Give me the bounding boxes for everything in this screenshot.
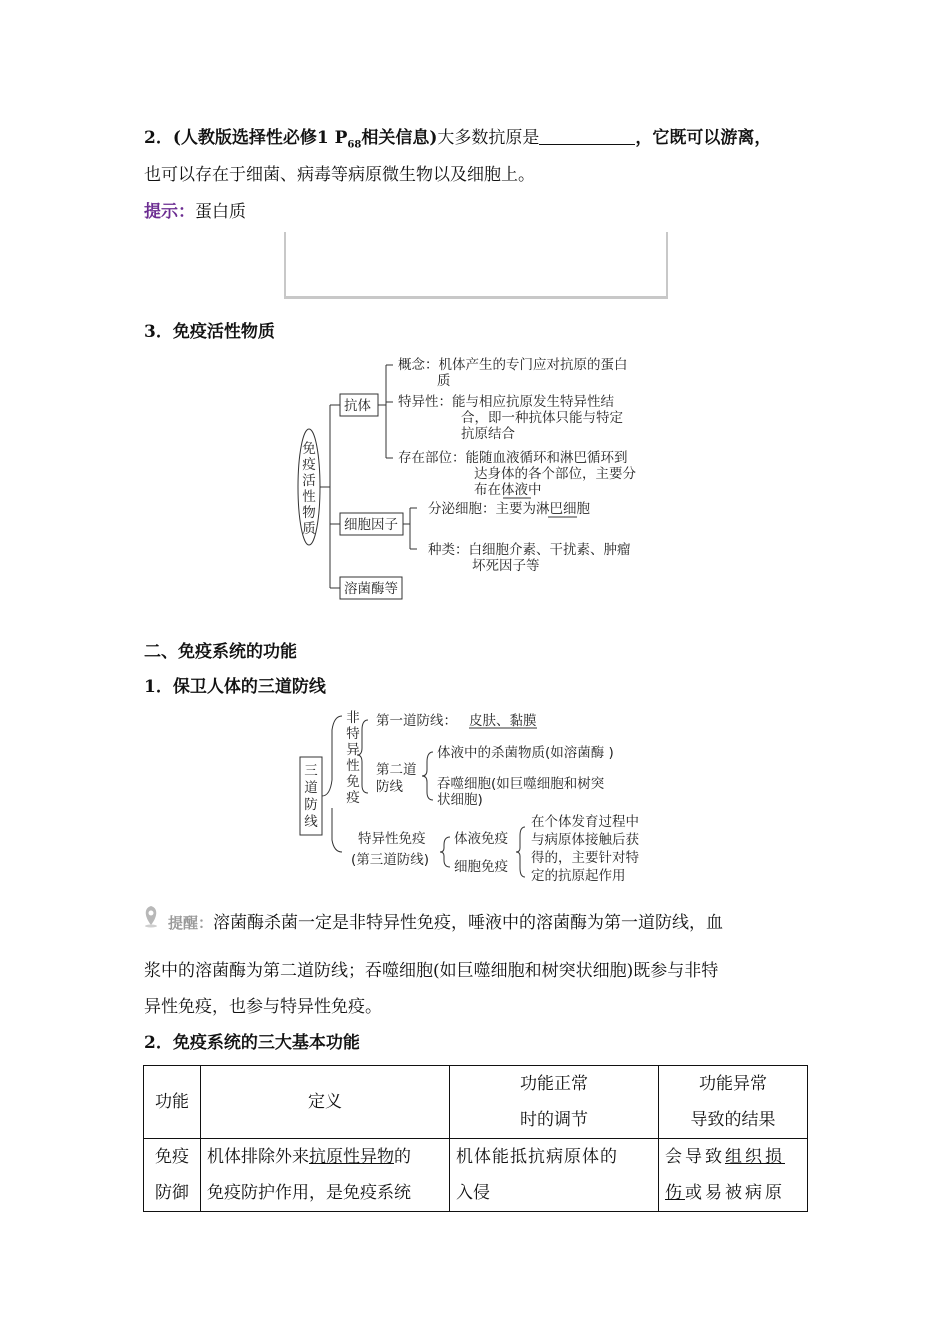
question-text-a: 大多数抗原是 bbox=[437, 128, 540, 148]
question-source-tail: 相关信息) bbox=[361, 128, 438, 148]
cell-underlined: 组织损 bbox=[725, 1147, 785, 1167]
line1-label: 第一道防线： bbox=[376, 713, 457, 729]
specific-label: 特异性免疫 bbox=[358, 831, 426, 847]
cell-text: 防御 bbox=[155, 1183, 189, 1203]
cell-function bbox=[144, 1139, 201, 1212]
nonspecific-char: 疫 bbox=[346, 790, 360, 806]
nonspecific-char: 特 bbox=[346, 726, 360, 742]
specific-note: 与病原体接触后获 bbox=[531, 832, 639, 848]
root-char: 物 bbox=[302, 505, 316, 521]
cy-secretion bbox=[428, 500, 591, 517]
cell-text: 入侵 bbox=[456, 1183, 490, 1203]
section-3-heading: 3．免疫活性物质 bbox=[144, 322, 275, 342]
cy-kinds-cont: 坏死因子等 bbox=[472, 558, 540, 574]
line1-value: 皮肤、黏膜 bbox=[469, 713, 537, 729]
cell-definition bbox=[201, 1139, 450, 1212]
specific-note: 得的，主要针对特 bbox=[531, 850, 639, 866]
nonspecific-char: 非 bbox=[346, 710, 360, 726]
cell-part: 或易被病原 bbox=[685, 1183, 785, 1203]
cell-text bbox=[665, 1139, 801, 1175]
section-2-heading: 2．免疫系统的三大基本功能 bbox=[144, 1033, 360, 1053]
specific-label-cont: (第三道防线) bbox=[351, 852, 430, 868]
header-abnormal bbox=[659, 1066, 808, 1139]
header-text: 导致的结果 bbox=[690, 1110, 776, 1130]
second-line-brace bbox=[422, 752, 433, 800]
specific-brace bbox=[440, 837, 450, 867]
humoral-label: 体液免疫 bbox=[454, 831, 508, 847]
reminder-line2: 浆中的溶菌酶为第二道防线；吞噬细胞(如巨噬细胞和树突状细胞)既参与非特 bbox=[144, 961, 719, 981]
note-brace bbox=[516, 827, 525, 877]
sec-part: 细胞 bbox=[563, 501, 590, 517]
question-2-line2: 也可以存在于细菌、病毒等病原微生物以及细胞上。 bbox=[144, 165, 535, 185]
cell-text: 机体能抵抗病原体的 bbox=[456, 1147, 618, 1167]
functions-table bbox=[143, 1065, 808, 1212]
header-function bbox=[144, 1066, 201, 1139]
nonspecific-char: 异 bbox=[346, 742, 360, 758]
cell-part: 的 bbox=[394, 1147, 411, 1167]
table-header-row bbox=[144, 1066, 808, 1139]
specific-note: 在个体发育过程中 bbox=[531, 814, 639, 830]
part-2-sub-1: 1．保卫人体的三道防线 bbox=[144, 677, 326, 697]
defense-root-char: 三 bbox=[304, 763, 318, 779]
header-text: 功能正常 bbox=[520, 1074, 588, 1094]
antibody-bracket bbox=[378, 365, 393, 458]
question-source: (人教版选择性必修1 P bbox=[172, 128, 348, 148]
reminder-line1 bbox=[168, 910, 723, 936]
root-char: 活 bbox=[302, 473, 316, 489]
ab-concept: 概念：机体产生的专门应对抗原的蛋白 bbox=[398, 357, 628, 373]
reminder-line3: 异性免疫，也参与特异性免疫。 bbox=[144, 997, 382, 1017]
ab-location-cont2 bbox=[474, 481, 542, 498]
defense-root-char: 防 bbox=[304, 797, 318, 813]
ab-specificity: 特异性：能与相应抗原发生特异性结 bbox=[398, 394, 614, 410]
cell-text: 免疫防护作用，是免疫系统 bbox=[207, 1183, 411, 1203]
cell-part: 机体排除外来 bbox=[207, 1147, 309, 1167]
source-page-sub: 68 bbox=[347, 139, 362, 151]
reminder-text: 溶菌酶杀菌一定是非特异性免疫，唾液中的溶菌酶为第一道防线，血 bbox=[213, 913, 724, 933]
cell-normal bbox=[450, 1139, 659, 1212]
part-2-heading: 二、免疫系统的功能 bbox=[144, 642, 297, 662]
root-char: 质 bbox=[302, 521, 316, 537]
cytokine-label: 细胞因子 bbox=[344, 517, 398, 533]
root-bracket bbox=[320, 405, 340, 588]
ab-concept-cont: 质 bbox=[437, 373, 451, 389]
defense-root-char: 道 bbox=[304, 780, 318, 796]
cytokine-bracket bbox=[403, 508, 417, 549]
cell-underlined: 抗原性异物 bbox=[309, 1147, 394, 1167]
ab-specificity-cont2: 抗原结合 bbox=[461, 426, 515, 442]
line2-label-cont: 防线 bbox=[376, 779, 403, 795]
cy-kinds: 种类：白细胞介素、干扰素、肿瘤 bbox=[428, 542, 631, 558]
nonspecific-char: 性 bbox=[346, 758, 360, 774]
header-text: 功能 bbox=[155, 1092, 189, 1112]
cell-part: 会导致 bbox=[665, 1147, 725, 1167]
question-number: 2． bbox=[144, 128, 173, 148]
antibody-label: 抗体 bbox=[344, 398, 371, 414]
line2-label: 第二道 bbox=[376, 762, 417, 778]
root-char: 免 bbox=[302, 441, 316, 457]
loc-part: 布在 bbox=[474, 482, 501, 498]
location-pin-icon bbox=[145, 906, 157, 928]
defense-root-brace bbox=[322, 716, 342, 852]
line2-item2: 吞噬细胞(如巨噬细胞和树突 bbox=[437, 776, 605, 792]
sec-part: 分泌细胞：主要为 bbox=[428, 501, 536, 517]
sec-underlined: 淋巴 bbox=[536, 501, 563, 517]
loc-underlined: 体液 bbox=[501, 482, 528, 498]
cell-abnormal bbox=[659, 1139, 808, 1212]
header-normal bbox=[450, 1066, 659, 1139]
hint-label: 提示： bbox=[144, 202, 195, 222]
defense-root-char: 线 bbox=[304, 814, 318, 830]
hint-value: 蛋白质 bbox=[195, 202, 246, 222]
root-char: 性 bbox=[302, 489, 316, 505]
ab-specificity-cont: 合，即一种抗体只能与特定 bbox=[461, 410, 623, 426]
header-text: 时的调节 bbox=[520, 1110, 588, 1130]
cell-text: 免疫 bbox=[155, 1147, 189, 1167]
cell-underlined: 伤 bbox=[665, 1183, 685, 1203]
table-row bbox=[144, 1139, 808, 1212]
lysozyme-label: 溶菌酶等 bbox=[344, 581, 398, 597]
nonspecific-char: 免 bbox=[346, 774, 360, 790]
line2-item1: 体液中的杀菌物质(如溶菌酶 ) bbox=[437, 745, 614, 761]
cellular-label: 细胞免疫 bbox=[454, 859, 508, 875]
loc-part: 中 bbox=[528, 482, 542, 498]
header-definition bbox=[201, 1066, 450, 1139]
line2-item2-cont: 状细胞) bbox=[437, 792, 483, 808]
specific-note: 定的抗原起作用 bbox=[531, 868, 626, 884]
reminder-label: 提醒： bbox=[168, 914, 214, 932]
cell-text bbox=[665, 1175, 801, 1211]
ab-location-cont: 达身体的各个部位，主要分 bbox=[474, 466, 636, 482]
root-char: 疫 bbox=[302, 457, 316, 473]
ab-location: 存在部位：能随血液循环和淋巴循环到 bbox=[398, 450, 628, 466]
question-text-b: ，它既可以游离， bbox=[635, 128, 772, 148]
cell-text bbox=[207, 1139, 443, 1175]
header-text: 定义 bbox=[308, 1092, 342, 1112]
header-text: 功能异常 bbox=[699, 1074, 767, 1094]
